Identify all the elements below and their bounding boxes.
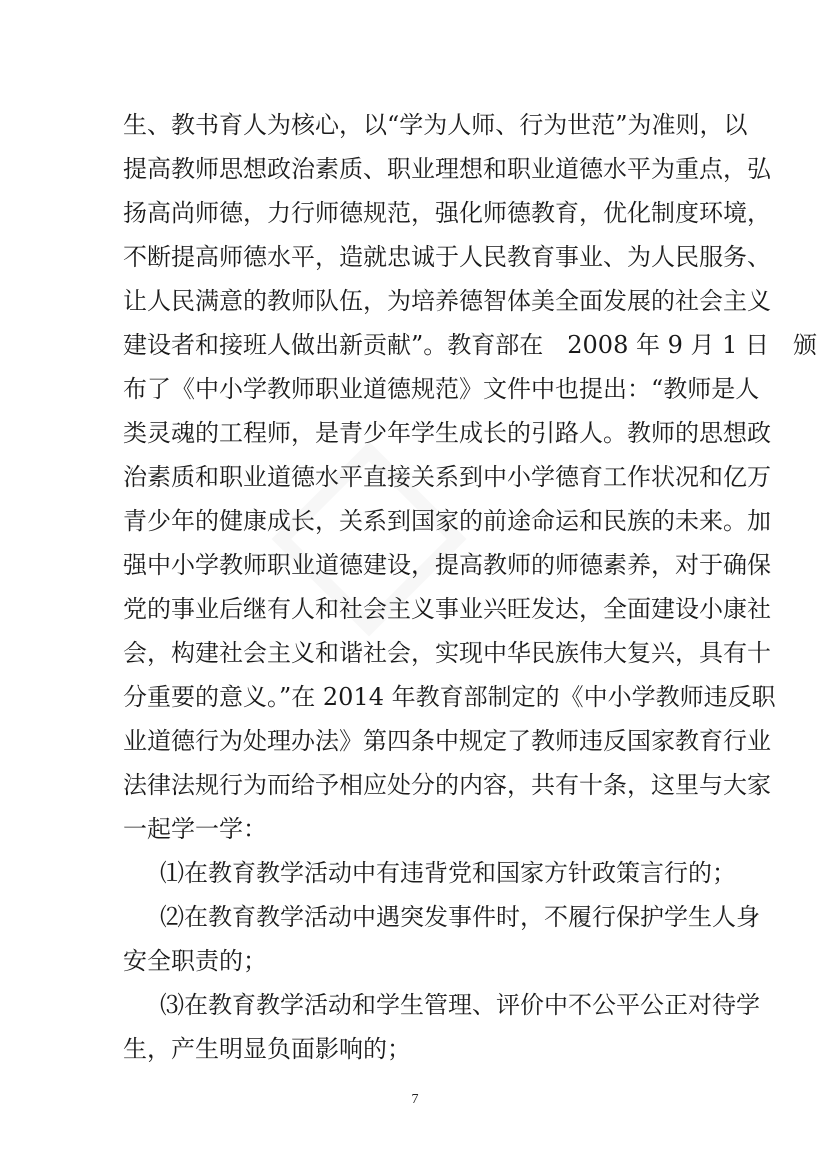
text-line: 一起学一学：: [123, 815, 267, 843]
text-line: 治素质和职业道德水平直接关系到中小学德育工作状况和亿万: [123, 463, 771, 491]
text-line: 类灵魂的工程师，是青少年学生成长的引路人。教师的思想政: [123, 419, 771, 447]
text-line: 业道德行为处理办法》第四条中规定了教师违反国家教育行业: [123, 727, 771, 755]
list-item-2: ⑵在教育教学活动中遇突发事件时，不履行保护学生人身: [160, 903, 760, 931]
list-item-3-cont: 生，产生明显负面影响的；: [123, 1035, 411, 1063]
text-line: 会，构建社会主义和谐社会，实现中华民族伟大复兴，具有十: [123, 639, 771, 667]
body-text: [123, 103, 818, 1071]
list-item-2-cont: 安全职责的；: [123, 947, 267, 975]
list-item-1: ⑴在教育教学活动中有违背党和国家方针政策言行的；: [160, 859, 736, 887]
text-line: 建设者和接班人做出新贡献”。教育部在 2008 年 9 月 1 日 颁: [123, 331, 818, 359]
list-item-3: ⑶在教育教学活动和学生管理、评价中不公平公正对待学: [160, 991, 760, 1019]
text-line: 强中小学教师职业道德建设，提高教师的师德素养，对于确保: [123, 551, 771, 579]
page-number: 7: [411, 1092, 419, 1107]
text-line: 青少年的健康成长，关系到国家的前途命运和民族的未来。加: [123, 507, 771, 535]
text-line: 不断提高师德水平，造就忠诚于人民教育事业、为人民服务、: [123, 243, 771, 271]
text-line: 布了《中小学教师职业道德规范》文件中也提出：“教师是人: [123, 375, 760, 403]
text-line: 扬高尚师德，力行师德规范，强化师德教育，优化制度环境，: [123, 199, 771, 227]
text-line: 生、教书育人为核心，以“学为人师、行为世范”为准则，以: [123, 111, 748, 139]
text-line: 党的事业后继有人和社会主义事业兴旺发达，全面建设小康社: [123, 595, 771, 623]
text-line: 提高教师思想政治素质、职业理想和职业道德水平为重点，弘: [123, 155, 771, 183]
text-line: 法律法规行为而给予相应处分的内容，共有十条，这里与大家: [123, 771, 771, 799]
text-line: 让人民满意的教师队伍，为培养德智体美全面发展的社会主义: [123, 287, 771, 315]
text-line: 分重要的意义。”在 2014 年教育部制定的《中小学教师违反职: [123, 683, 776, 711]
